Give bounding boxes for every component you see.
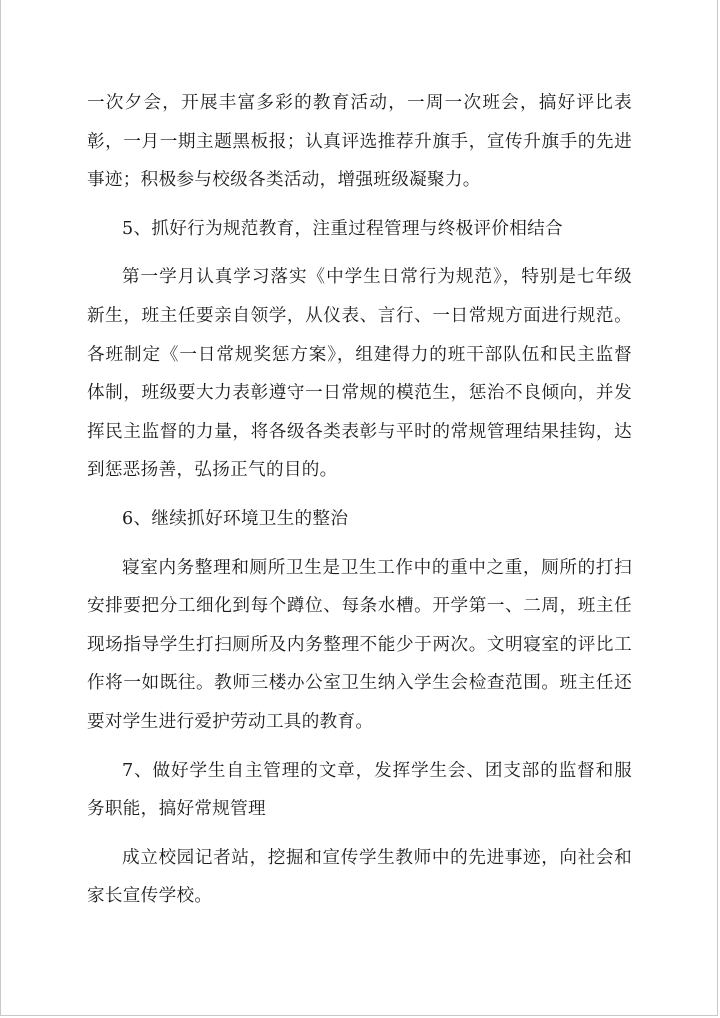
section-heading-6: 6、继续抓好环境卫生的整治 xyxy=(122,508,349,529)
document-body xyxy=(87,84,632,926)
paragraph-section-7: 成立校园记者站，挖掘和宣传学生教师中的先进事迹，向社会和家长宣传学校。 xyxy=(87,847,632,907)
section-heading-7: 7、做好学生自主管理的文章，发挥学生会、团支部的监督和服务职能，搞好常规管理 xyxy=(87,760,632,820)
paragraph-continued: 一次夕会，开展丰富多彩的教育活动，一周一次班会，搞好评比表彰，一月一期主题黑板报；认真评选推荐升旗手，宣传升旗手的先进事迹；积极参与校级各类活动，增强班级凝聚力。 xyxy=(87,93,632,191)
paragraph-section-6: 寝室内务整理和厕所卫生是卫生工作中的重中之重，厕所的打扫安排要把分工细化到每个蹲位、每条水槽。开学第一、二周，班主任现场指导学生打扫厕所及内务整理不能少于两次。文明寝室的评比工作将一如既往。教师三楼办公室卫生纳入学生会检查范围。班主任还要对学生进行爱护劳动工具的教育。 xyxy=(87,557,632,732)
paragraph-section-5: 第一学月认真学习落实《中学生日常行为规范》，特别是七年级新生，班主任要亲自领学，从仪表、言行、一日常规方面进行规范。各班制定《一日常规奖惩方案》，组建得力的班干部队伍和民主监督体制，班级要大力表彰遵守一日常规的模范生，惩治不良倾向，并发挥民主监督的力量，将各级各类表彰与平时的常规管理结果挂钩，达到惩恶扬善，弘扬正气的目的。 xyxy=(87,267,632,481)
section-heading-5: 5、抓好行为规范教育，注重过程管理与终极评价相结合 xyxy=(122,218,563,239)
